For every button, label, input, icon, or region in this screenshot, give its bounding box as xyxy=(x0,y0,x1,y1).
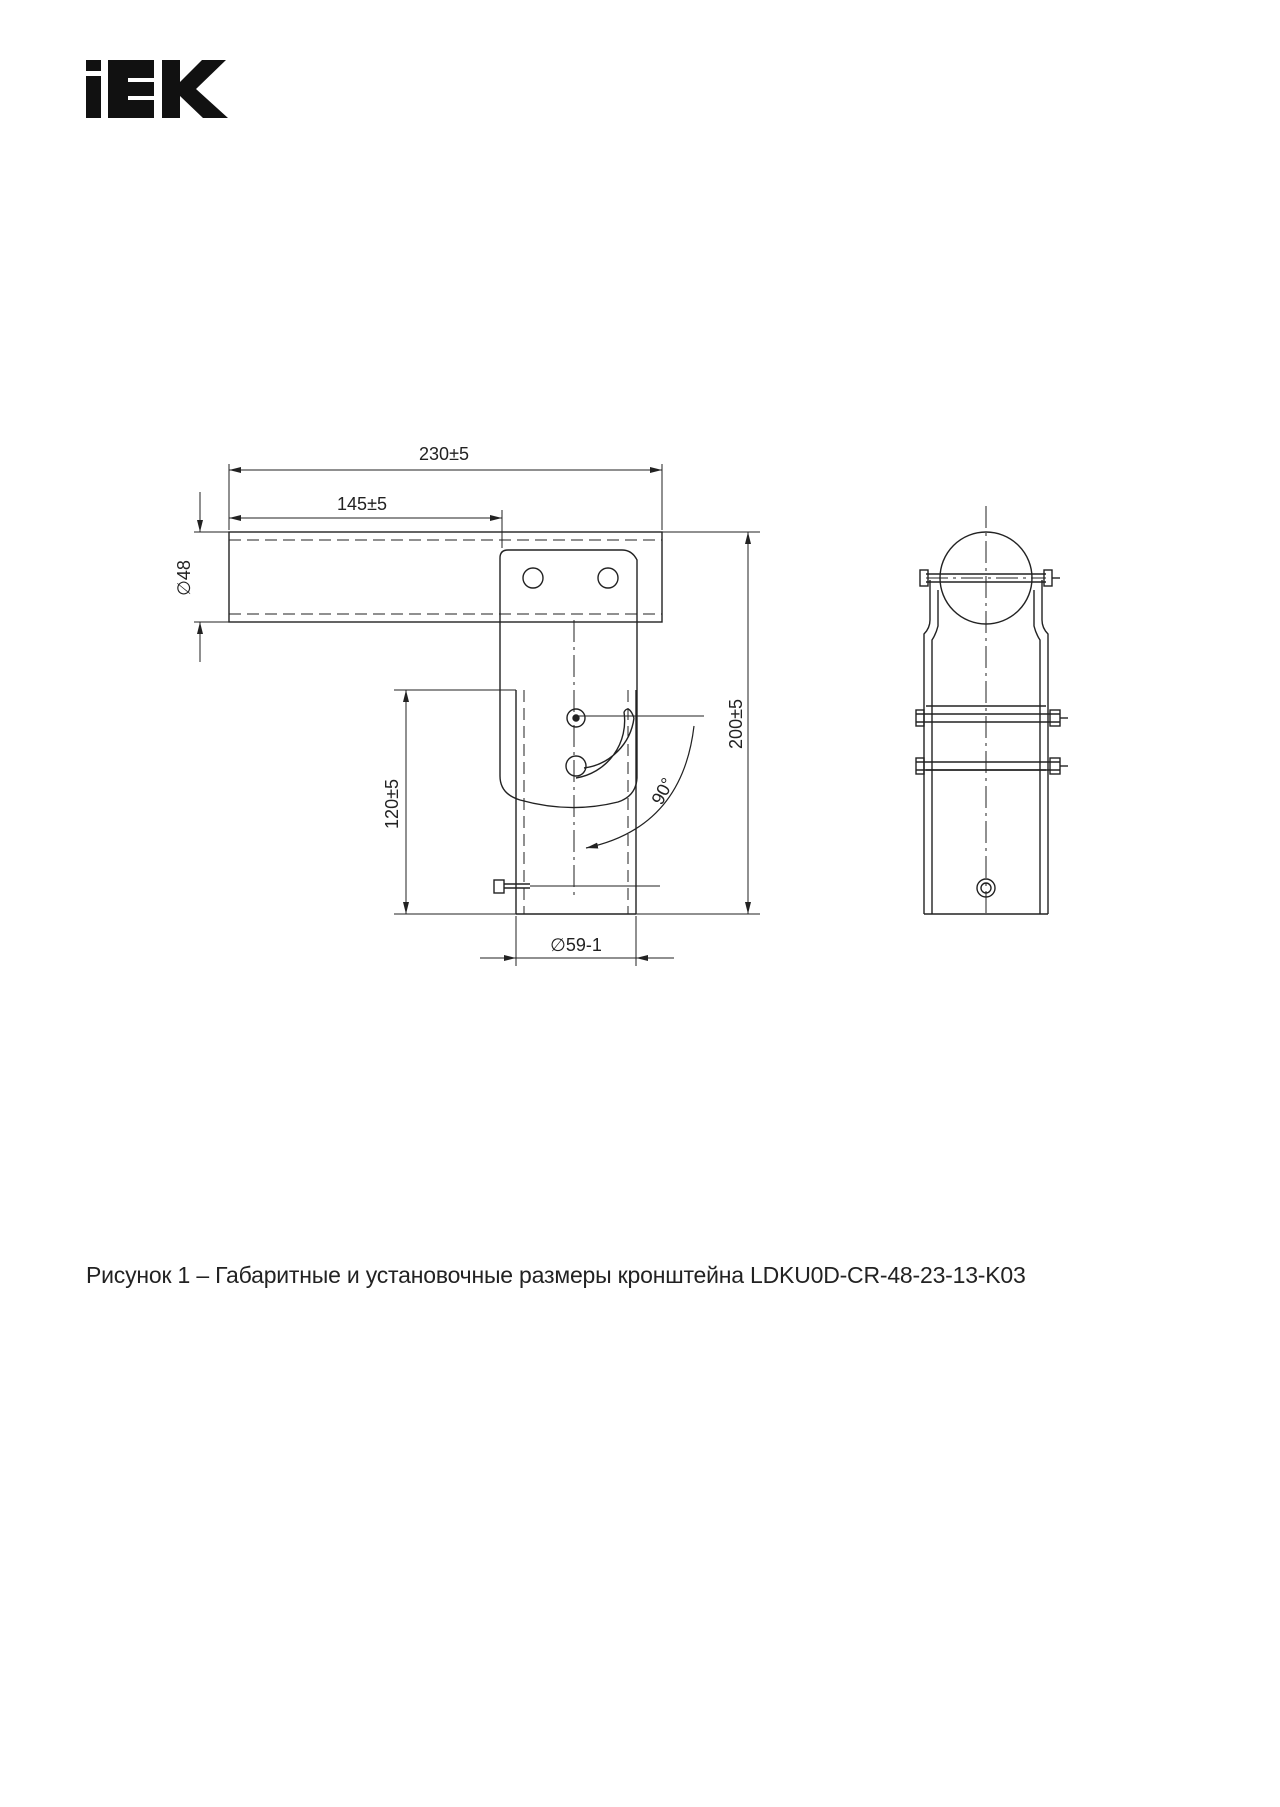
figure-caption: Рисунок 1 – Габаритные и установочные размеры кронштейна LDKU0D-CR-48-23-13-K03 xyxy=(86,1262,1026,1288)
dim-sleeve-height: 120±5 xyxy=(382,779,402,829)
dim-tube-diameter: ∅48 xyxy=(174,560,194,596)
dim-rotation-angle: 90° xyxy=(647,774,678,808)
mounting-plate xyxy=(500,550,637,808)
dim-total-height: 200±5 xyxy=(726,699,746,749)
plate-hole-right xyxy=(598,568,618,588)
front-view xyxy=(229,532,704,914)
dim-arm-length: 145±5 xyxy=(337,494,387,514)
plate-hole-left xyxy=(523,568,543,588)
arm-tube xyxy=(229,532,662,622)
dim-sleeve-diameter: ∅59-1 xyxy=(550,935,602,955)
side-view xyxy=(916,506,1068,914)
dim-overall-length: 230±5 xyxy=(419,444,469,464)
slot-hole xyxy=(566,756,586,776)
dimension-lines xyxy=(194,464,760,966)
